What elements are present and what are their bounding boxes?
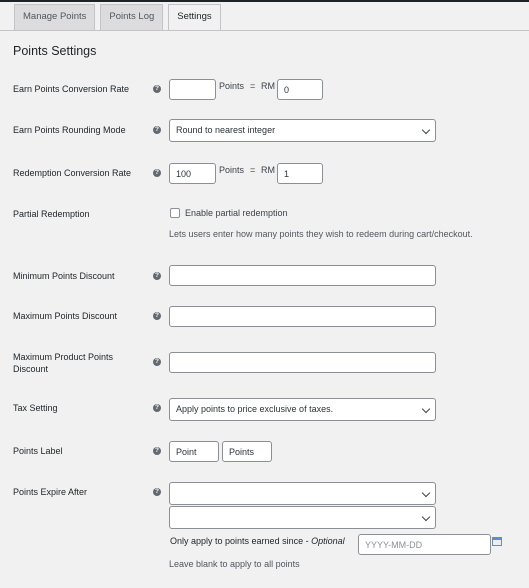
help-icon[interactable]: ? bbox=[153, 488, 161, 496]
expire-unit-select[interactable] bbox=[169, 506, 436, 529]
expire-since-label: Only apply to points earned since - bbox=[170, 536, 312, 546]
redeem-equals-sign: = bbox=[250, 165, 256, 175]
page-heading: Points Settings bbox=[13, 44, 97, 58]
redeem-points-input[interactable] bbox=[169, 163, 216, 184]
max-discount-input[interactable] bbox=[169, 306, 436, 327]
chevron-down-icon bbox=[422, 126, 430, 134]
expire-period-select[interactable] bbox=[169, 482, 436, 505]
earn-currency-input[interactable] bbox=[277, 79, 323, 100]
tab-points-log[interactable]: Points Log bbox=[100, 4, 163, 30]
partial-redemption-checkbox-label[interactable]: Enable partial redemption bbox=[185, 208, 288, 218]
redeem-currency-label: RM bbox=[261, 165, 275, 175]
max-product-discount-input[interactable] bbox=[169, 352, 436, 373]
points-label-plural-input[interactable] bbox=[222, 441, 272, 462]
expire-description: Leave blank to apply to all points bbox=[169, 559, 300, 569]
expire-optional-text: Optional bbox=[311, 536, 345, 546]
help-icon[interactable]: ? bbox=[153, 272, 161, 280]
rounding-mode-select[interactable] bbox=[169, 119, 436, 142]
admin-top-bar bbox=[0, 0, 529, 2]
earn-rate-label: Earn Points Conversion Rate bbox=[13, 84, 130, 94]
help-icon[interactable]: ? bbox=[153, 126, 161, 134]
help-icon[interactable]: ? bbox=[153, 312, 161, 320]
help-icon[interactable]: ? bbox=[153, 169, 161, 177]
min-discount-label: Minimum Points Discount bbox=[13, 271, 115, 281]
tab-settings[interactable]: Settings bbox=[168, 4, 220, 31]
chevron-down-icon bbox=[422, 405, 430, 413]
redeem-rate-label: Redemption Conversion Rate bbox=[13, 168, 132, 178]
points-label-singular-input[interactable] bbox=[169, 441, 219, 462]
partial-redemption-checkbox[interactable] bbox=[170, 208, 180, 218]
tab-manage-points[interactable]: Manage Points bbox=[14, 4, 95, 30]
points-expire-label: Points Expire After bbox=[13, 487, 88, 497]
tab-bar bbox=[14, 4, 221, 30]
max-discount-label: Maximum Points Discount bbox=[13, 311, 118, 321]
redeem-points-unit: Points bbox=[219, 165, 245, 175]
earn-points-input[interactable] bbox=[169, 79, 216, 100]
expire-date-input[interactable] bbox=[358, 534, 491, 555]
partial-redemption-label: Partial Redemption bbox=[13, 209, 90, 219]
earn-currency-label: RM bbox=[261, 81, 275, 91]
help-icon[interactable]: ? bbox=[153, 358, 161, 366]
tax-setting-select[interactable] bbox=[169, 398, 436, 421]
redeem-currency-input[interactable] bbox=[277, 163, 323, 184]
earn-equals-sign: = bbox=[250, 81, 256, 91]
tax-setting-label: Tax Setting bbox=[13, 403, 58, 413]
help-icon[interactable]: ? bbox=[153, 404, 161, 412]
points-label-label: Points Label bbox=[13, 446, 63, 456]
help-icon[interactable]: ? bbox=[153, 85, 161, 93]
chevron-down-icon bbox=[422, 489, 430, 497]
tax-setting-value: Apply points to price exclusive of taxes. bbox=[176, 404, 334, 414]
rounding-mode-value: Round to nearest integer bbox=[176, 125, 276, 135]
rounding-mode-label: Earn Points Rounding Mode bbox=[13, 125, 126, 135]
chevron-down-icon bbox=[422, 513, 430, 521]
help-icon[interactable]: ? bbox=[153, 447, 161, 455]
max-product-discount-label: Maximum Product Points Discount bbox=[13, 352, 114, 374]
expire-since-text bbox=[170, 536, 345, 546]
partial-redemption-description: Lets users enter how many points they wish to redeem during cart/checkout. bbox=[169, 229, 473, 239]
calendar-icon[interactable] bbox=[492, 537, 502, 546]
min-discount-input[interactable] bbox=[169, 265, 436, 286]
earn-points-unit: Points bbox=[219, 81, 245, 91]
tab-divider bbox=[0, 30, 529, 31]
